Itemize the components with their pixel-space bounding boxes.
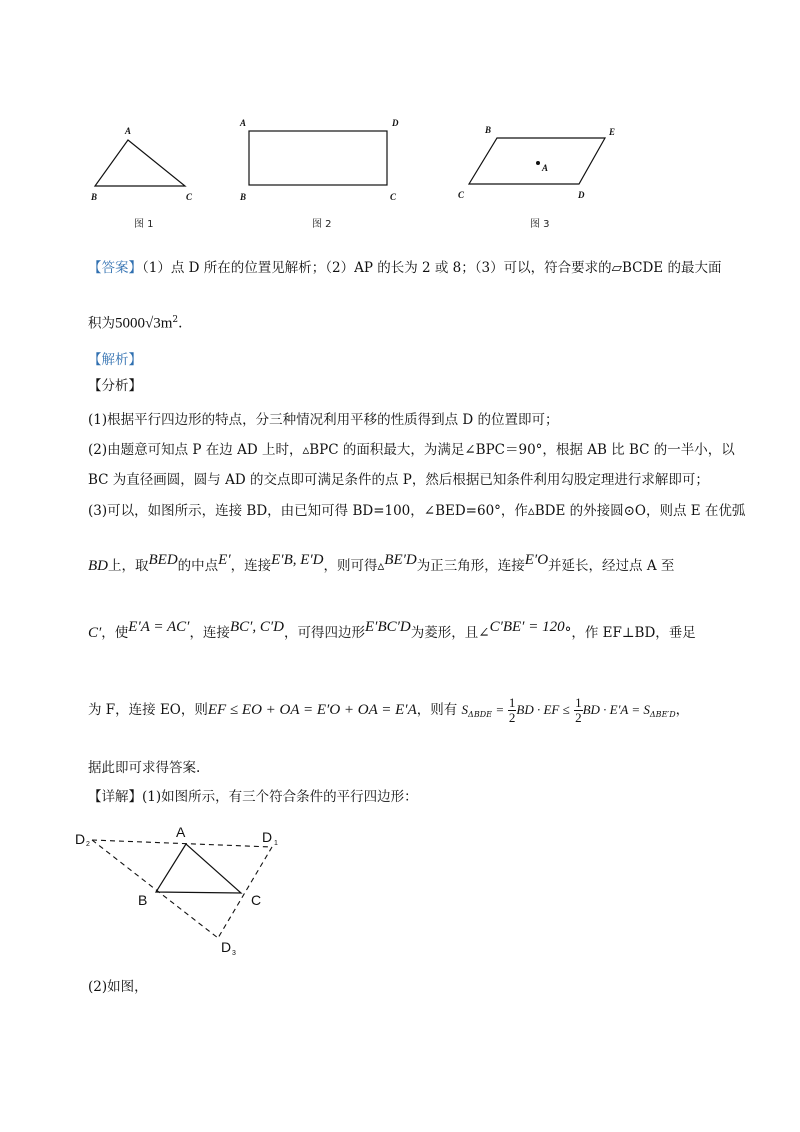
math-rhombus: E′BC′D [365, 619, 411, 635]
text-seg: 并延长，经过点 A 至 [548, 558, 675, 574]
label-c: C [458, 190, 465, 200]
analysis-p1: (1)根据平行四边形的特点，分三种情况利用平移的性质得到点 D 的位置即可； [88, 412, 559, 428]
text-seg: ，连接 [189, 625, 230, 641]
analysis-tag: 【解析】 [88, 352, 142, 368]
figure-2-caption: 图 2 [312, 219, 332, 230]
label-a: A [240, 118, 247, 128]
point-a [536, 161, 540, 165]
label-b: B [138, 892, 148, 908]
answer-text-1: （1）点 D 所在的位置见解析；（2）AP 的长为 2 或 8；（3）可以，符合要求的▱BCDE 的最大面 [142, 260, 722, 276]
label-d: D [392, 118, 399, 128]
math-bd-ef: BD · EF ≤ [516, 702, 570, 717]
answer-end: . [178, 315, 183, 332]
text-seg: 为正三角形，连接 [416, 558, 525, 574]
text-seg: 上，取 [108, 558, 149, 574]
math-s-sub: ΔBDE [468, 710, 492, 719]
triangle-abc [95, 140, 185, 186]
math-s2-sub: ΔBE′D [649, 710, 676, 719]
text-seg: ， [675, 702, 690, 718]
analysis-p3b [88, 550, 674, 576]
analysis-p2a: (2)由题意可知点 P 在边 AD 上时，▵BPC 的面积最大，为满足∠BPC＝90°，根据 AB 比 BC 的一半小，以 [88, 442, 735, 458]
math-bc-cd: BC′, C′D [229, 619, 285, 635]
answer-area: 5000√3m [115, 315, 173, 332]
label-d1-sub: 1 [274, 840, 278, 847]
answer-tag: 【答案】 [88, 260, 142, 276]
math-eq: = [496, 702, 504, 717]
analysis-subtag: 【分析】 [88, 378, 142, 394]
label-b: B [91, 192, 98, 202]
text-seg: ，使 [101, 625, 129, 641]
detail-line-1 [88, 787, 418, 807]
text-seg: ，则可得▵ [323, 558, 385, 574]
dashed-d2-d3 [92, 840, 218, 938]
label-b: B [240, 192, 247, 202]
figure-3-caption: 图 3 [530, 219, 550, 230]
math-inequality: EF ≤ EO + OA = E′O + OA = E′A [207, 702, 417, 718]
frac-num: 1 [575, 695, 582, 710]
text-seg: ，则有 [416, 702, 458, 718]
figure-1-triangle [85, 120, 205, 219]
analysis-p3a: (3)可以，如图所示，连接 BD，由已知可得 BD=100，∠BED=60°，作▵BDE 的外接圆⊙O，则点 E 在优弧 [88, 503, 746, 519]
label-a: A [176, 824, 186, 840]
figure-2-rectangle [236, 112, 411, 216]
text-seg: 的中点 [177, 558, 219, 574]
analysis-p2b: BC 为直径画圆，圆与 AD 的交点即可满足条件的点 P，然后根据已知条件利用勾股定理进行求解即可； [88, 472, 709, 488]
label-b: B [485, 125, 492, 135]
label-c: C [186, 192, 193, 202]
arc-bd: BD [88, 558, 108, 574]
label-d3-sub: 3 [232, 950, 236, 957]
answer-line-1 [88, 258, 721, 278]
frac-den: 2 [575, 710, 582, 725]
fraction-half-2 [574, 696, 583, 725]
math-ea-ac: E′A = AC′ [128, 619, 190, 635]
math-c-prime: C′ [88, 625, 102, 641]
figure-detail-parallelograms [70, 820, 300, 974]
answer-area-sup: 2 [172, 315, 179, 325]
detail-tag: 【详解】 [88, 789, 142, 805]
math-eo: E′O [524, 552, 549, 568]
label-c: C [390, 192, 397, 202]
math-angle: C′BE′ = 120 [489, 619, 565, 635]
analysis-p3d [88, 695, 689, 730]
math-bd-ea: BD · E′A = S [582, 702, 650, 717]
arc-bed: BED [148, 552, 178, 568]
label-d2-sub: 2 [86, 841, 90, 848]
detail-p2: (2)如图， [88, 979, 148, 995]
analysis-p3e: 据此即可求得答案. [88, 760, 201, 776]
answer-prefix: 积为 [88, 315, 115, 332]
text-seg: °，作 EF⊥BD，垂足 [564, 625, 696, 641]
analysis-p3c [88, 617, 696, 643]
frac-num: 1 [508, 695, 516, 710]
rectangle-abcd [249, 131, 387, 185]
math-e-prime: E′ [218, 552, 231, 568]
label-d: D [578, 190, 585, 200]
figure-3-parallelogram [455, 120, 630, 214]
math-eb-ed: E′B, E′D [271, 552, 324, 568]
label-d2: D [75, 831, 86, 847]
detail-p1: (1)如图所示，有三个符合条件的平行四边形： [142, 789, 418, 805]
text-seg: ，连接 [230, 558, 272, 574]
text-seg: ，可得四边形 [284, 625, 366, 641]
label-d3: D [221, 939, 232, 955]
label-a: A [125, 126, 132, 136]
label-d1: D [262, 829, 273, 845]
label-c: C [251, 892, 262, 908]
text-seg: 为菱形，且∠ [410, 625, 490, 641]
dashed-d2-d1 [92, 840, 272, 847]
answer-line-2 [88, 310, 182, 334]
parallelogram-bcde [469, 138, 605, 184]
math-s: S [461, 702, 469, 717]
label-e: E [609, 127, 616, 137]
triangle-abc [156, 844, 241, 893]
math-bed: BE′D [384, 552, 417, 568]
figure-1-caption: 图 1 [134, 219, 154, 230]
label-a: A [542, 163, 549, 173]
frac-den: 2 [508, 710, 516, 725]
text-seg: 为 F，连接 EO，则 [88, 702, 208, 718]
